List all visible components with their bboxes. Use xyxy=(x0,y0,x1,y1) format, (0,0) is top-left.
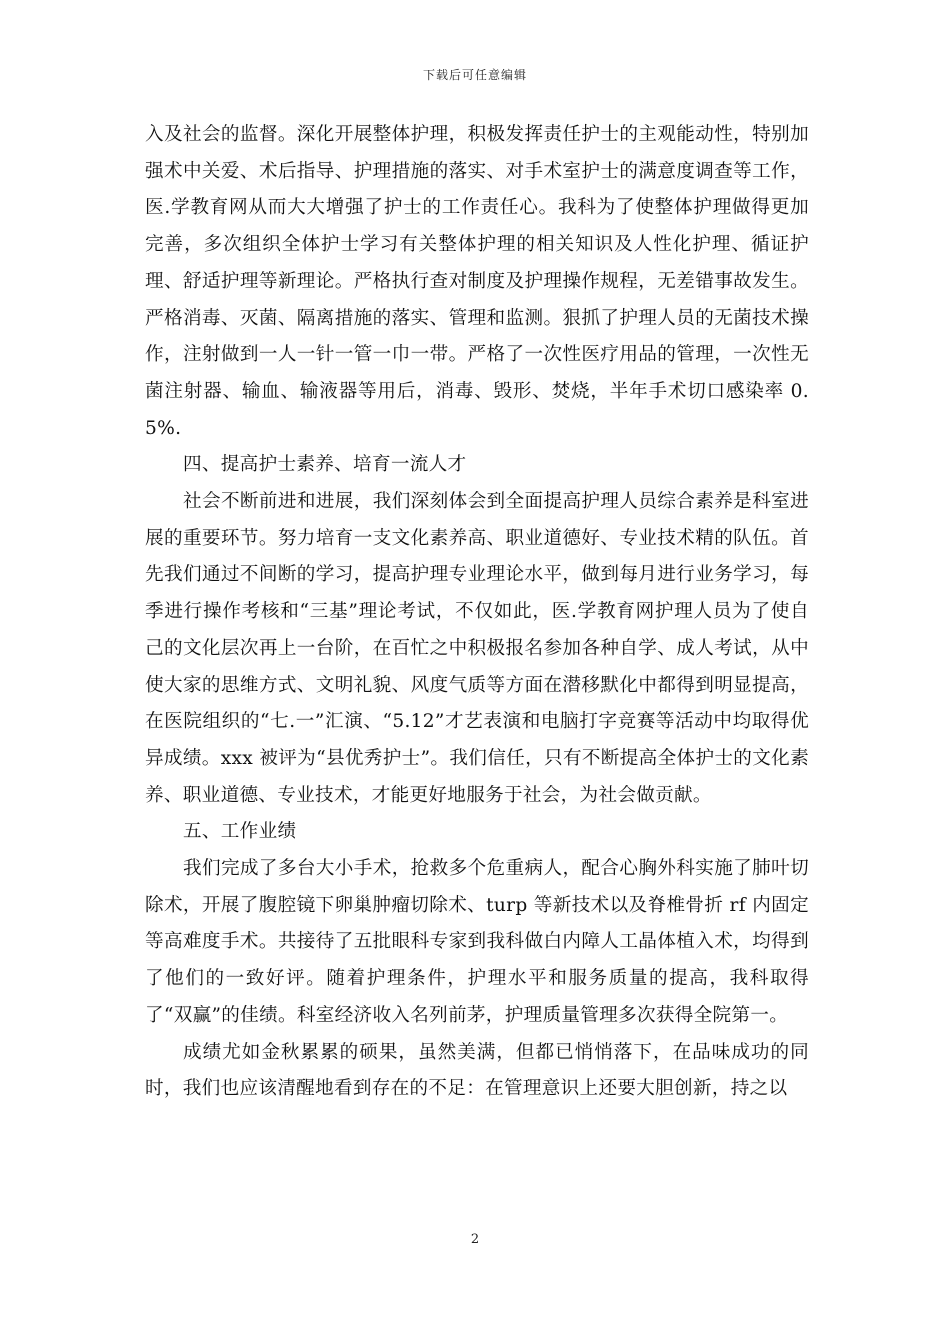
paragraph-continuation: 入及社会的监督。深化开展整体护理，积极发挥责任护士的主观能动性，特别加强术中关爱、术后指导、护理措施的落实、对手术室护士的满意度调查等工作，医.学教育网从而大大增强了护士的工作责任心。我科为了使整体护理做得更加完善，多次组织全体护士学习有关整体护理的相关知识及人性化护理、循证护理、舒适护理等新理论。严格执行查对制度及护理操作规程，无差错事故发生。严格消毒、灭菌、隔离措施的落实、管理和监测。狠抓了护理人员的无菌技术操作，注射做到一人一针一管一巾一带。严格了一次性医疗用品的管理，一次性无菌注射器、输血、输液器等用后，消毒、毁形、焚烧，半年手术切口感染率 0.5%. xyxy=(145,124,809,439)
section-heading-four: 四、提高护士素养、培育一流人才 xyxy=(183,454,467,476)
page-header: 下载后可任意编辑 xyxy=(422,68,527,82)
paragraph-conclusion: 成绩尤如金秋累累的硕果，虽然美满，但都已悄悄落下，在品味成功的同时，我们也应该清醒地看到存在的不足：在管理意识上还要大胆创新，持之以 xyxy=(145,1041,809,1100)
paragraph-achievements: 我们完成了多台大小手术，抢救多个危重病人，配合心胸外科实施了肺叶切除术，开展了腹腔镜下卵巢肿瘤切除术、turp 等新技术以及脊椎骨折 rf 内固定等高难度手术。共接待了五批眼科专家到我科做白内障人工晶体植入术，均得到了他们的一致好评。随着护理条件，护理水平和服务质量的提高，我科取得了“双赢”的佳绩。科室经济收入名列前茅，护理质量管理多次获得全院第一。 xyxy=(145,858,809,1026)
section-heading-five: 五、工作业绩 xyxy=(183,821,297,843)
page-number: 2 xyxy=(470,1232,480,1247)
paragraph-quality: 社会不断前进和进展，我们深刻体会到全面提高护理人员综合素养是科室进展的重要环节。努力培育一支文化素养高、职业道德好、专业技术精的队伍。首先我们通过不间断的学习，提高护理专业理论水平，做到每月进行业务学习，每季进行操作考核和“三基”理论考试，不仅如此，医.学教育网护理人员为了使自己的文化层次再上一台阶，在百忙之中积极报名参加各种自学、成人考试，从中使大家的思维方式、文明礼貌、风度气质等方面在潜移默化中都得到明显提高，在医院组织的“七.一”汇演、“5.12”才艺表演和电脑打字竞赛等活动中均取得优异成绩。xxx 被评为“县优秀护士”。我们信任，只有不断提高全体护士的文化素养、职业道德、专业技术，才能更好地服务于社会，为社会做贡献。 xyxy=(145,491,809,806)
document-body xyxy=(145,117,809,1108)
